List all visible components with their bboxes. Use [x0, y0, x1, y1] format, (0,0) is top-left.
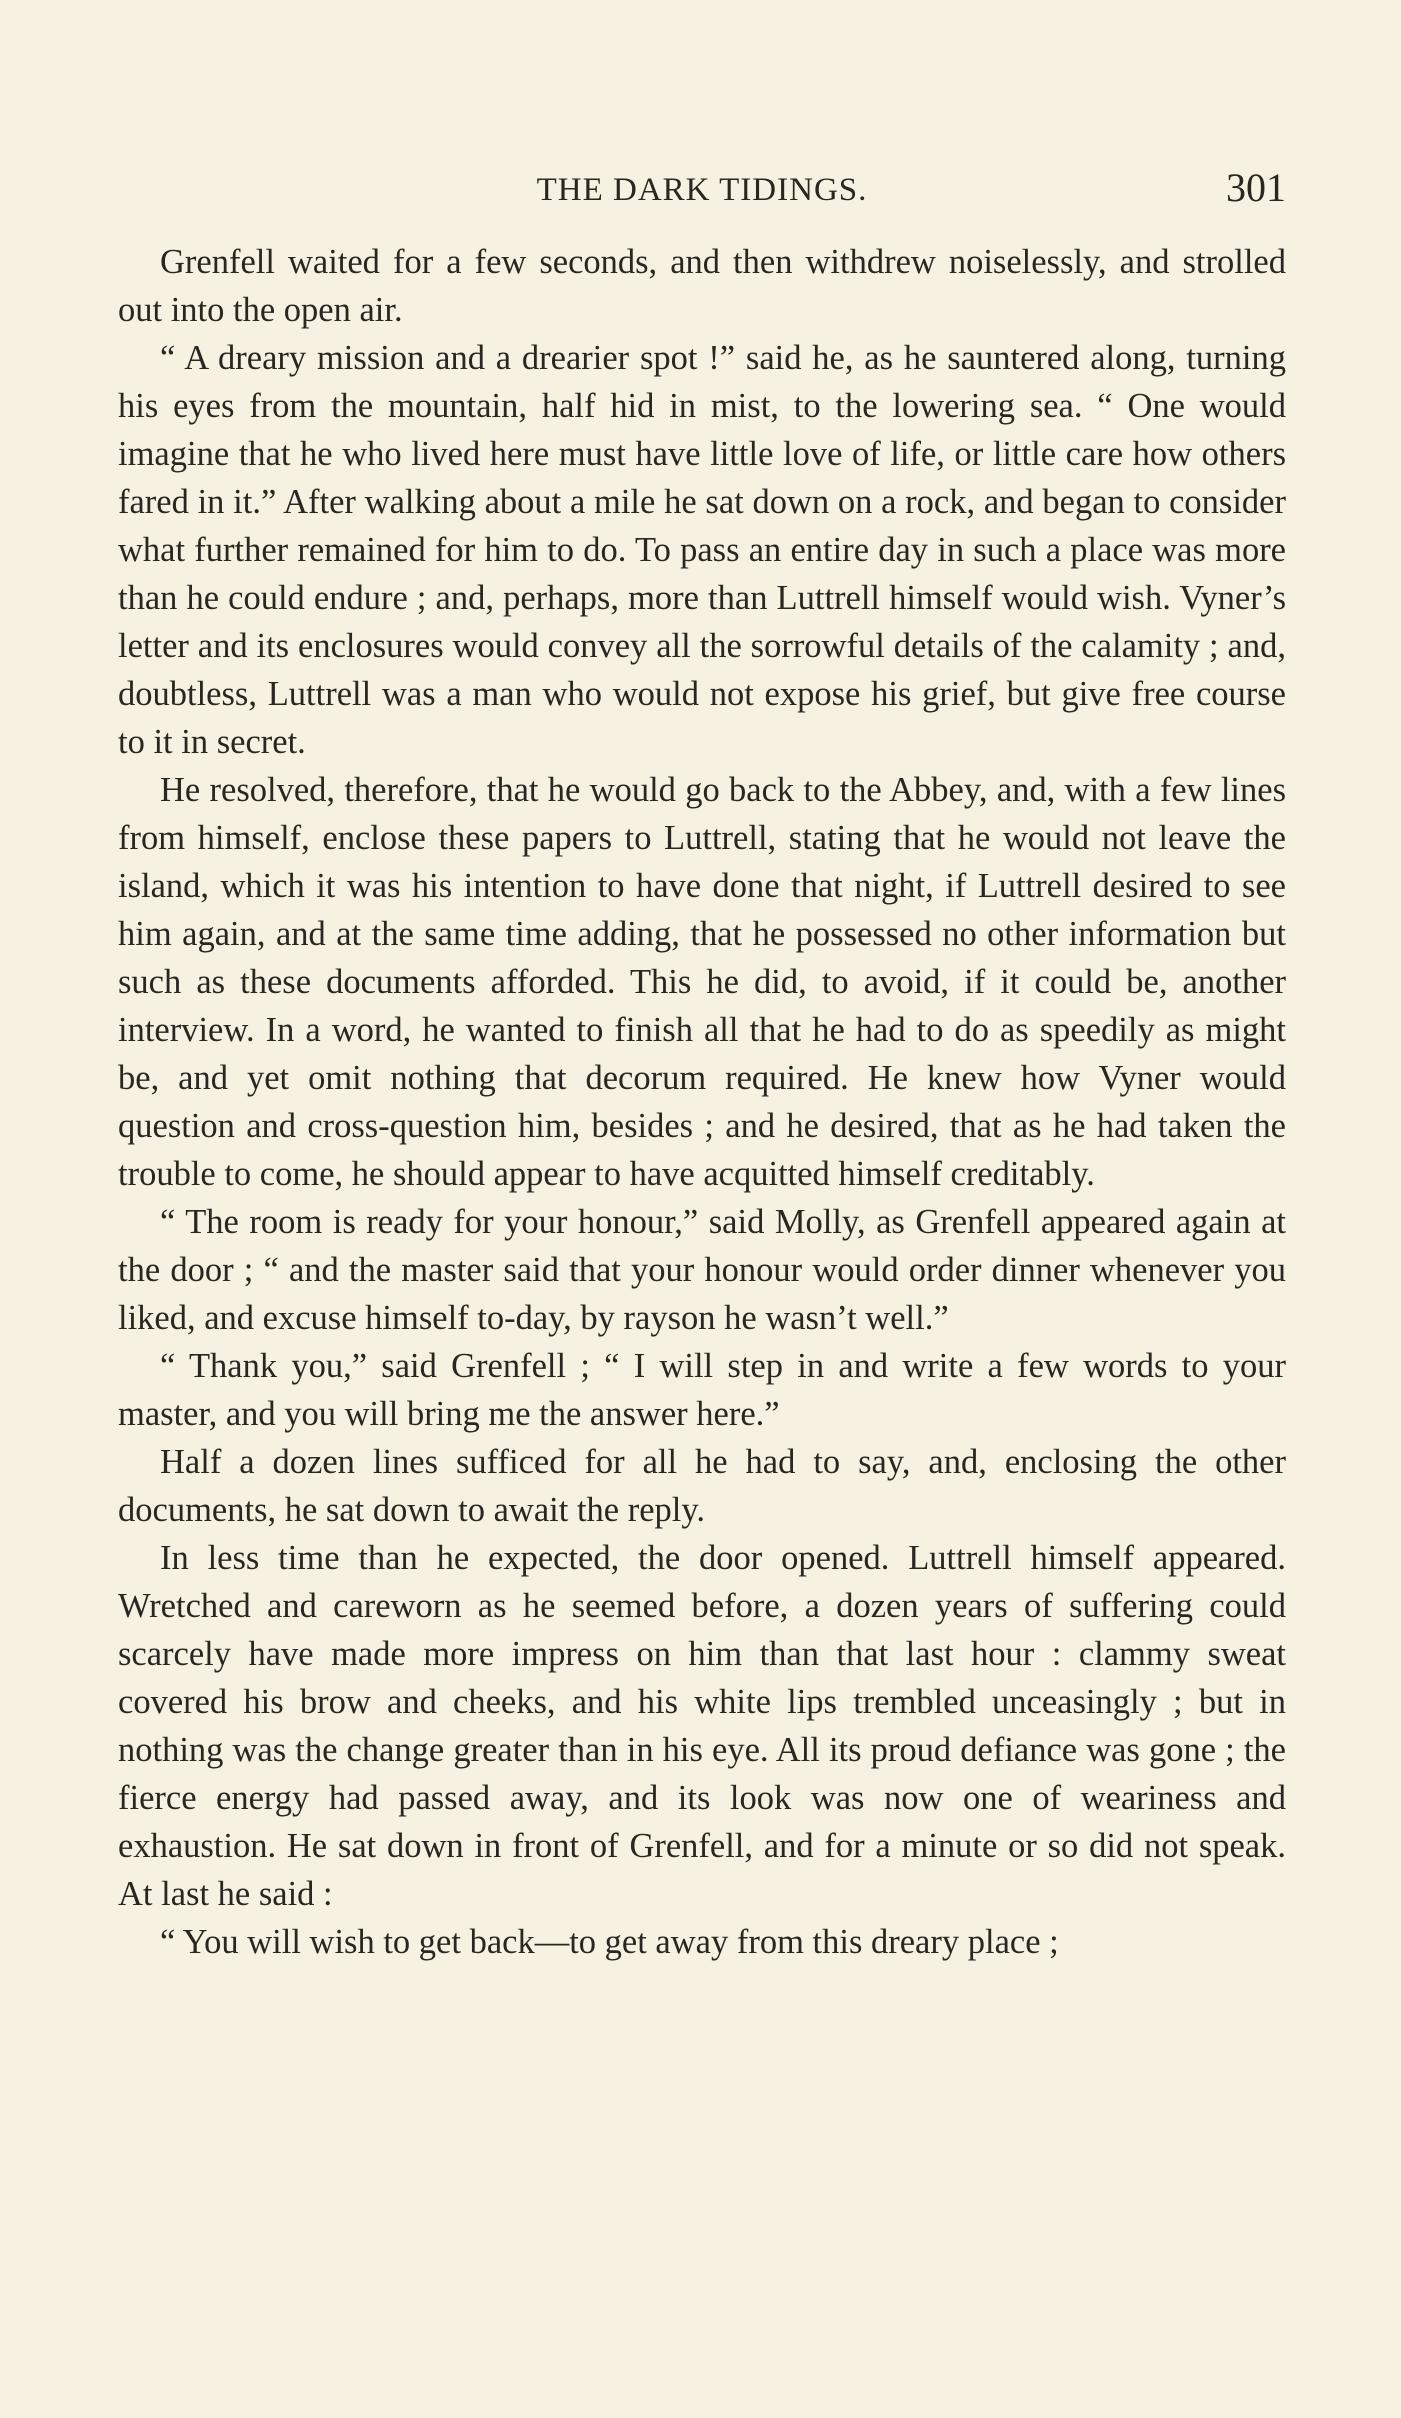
paragraph: He resolved, therefore, that he would go back to the Abbey, and, with a few lines from himself, enclose these papers to Luttrell, stating that he would not leave the island, which it was his intention to have done that night, if Luttrell desired to see him again, and at the same time adding, that he possessed no other information but such as these documents afforded. This he did, to avoid, if it could be, another interview. In a word, he wanted to finish all that he had to do as speedily as might be, and yet omit nothing that decorum required. He knew how Vyner would question and cross-question him, besides ; and he desired, that as he had taken the trouble to come, he should appear to have acquitted himself creditably. [118, 771, 1286, 1193]
paragraph: In less time than he expected, the door opened. Luttrell himself appeared. Wretched and careworn as he seemed before, a dozen years of suffering could scarcely have made more impress on him than that last hour : clammy sweat covered his brow and cheeks, and his white lips trembled unceasingly ; but in nothing was the change greater than in his eye. All its proud defiance was gone ; the fierce energy had passed away, and its look was now one of weariness and exhaustion. He sat down in front of Grenfell, and for a minute or so did not speak. At last he said : [118, 1539, 1286, 1913]
body-text [118, 238, 1286, 1966]
paragraph: “ You will wish to get back—to get away from this dreary place ; [160, 1923, 1059, 1961]
paragraph: “ A dreary mission and a drearier spot !” said he, as he sauntered along, turning his eyes from the mountain, half hid in mist, to the lowering sea. “ One would imagine that he who lived here must have little love of life, or little care how others fared in it.” After walking about a mile he sat down on a rock, and began to consider what further remained for him to do. To pass an entire day in such a place was more than he could endure ; and, perhaps, more than Luttrell himself would wish. Vyner’s letter and its enclosures would convey all the sorrowful details of the calamity ; and, doubtless, Luttrell was a man who would not expose his grief, but give free course to it in secret. [118, 339, 1286, 761]
running-head: THE DARK TIDINGS. [536, 172, 868, 208]
paragraph: Grenfell waited for a few seconds, and then withdrew noiselessly, and strolled out into the open air. [118, 243, 1286, 329]
paragraph: “ Thank you,” said Grenfell ; “ I will step in and write a few words to your master, and you will bring me the answer here.” [118, 1347, 1286, 1433]
page-header [118, 164, 1286, 214]
paragraph: Half a dozen lines sufficed for all he had to say, and, enclosing the other documents, he sat down to await the reply. [118, 1443, 1286, 1529]
page-number: 301 [1226, 165, 1286, 210]
paragraph: “ The room is ready for your honour,” said Molly, as Grenfell appeared again at the door ; “ and the master said that your honour would order dinner whenever you liked, and excuse himself to-day, by rayson he wasn’t well.” [118, 1203, 1286, 1337]
